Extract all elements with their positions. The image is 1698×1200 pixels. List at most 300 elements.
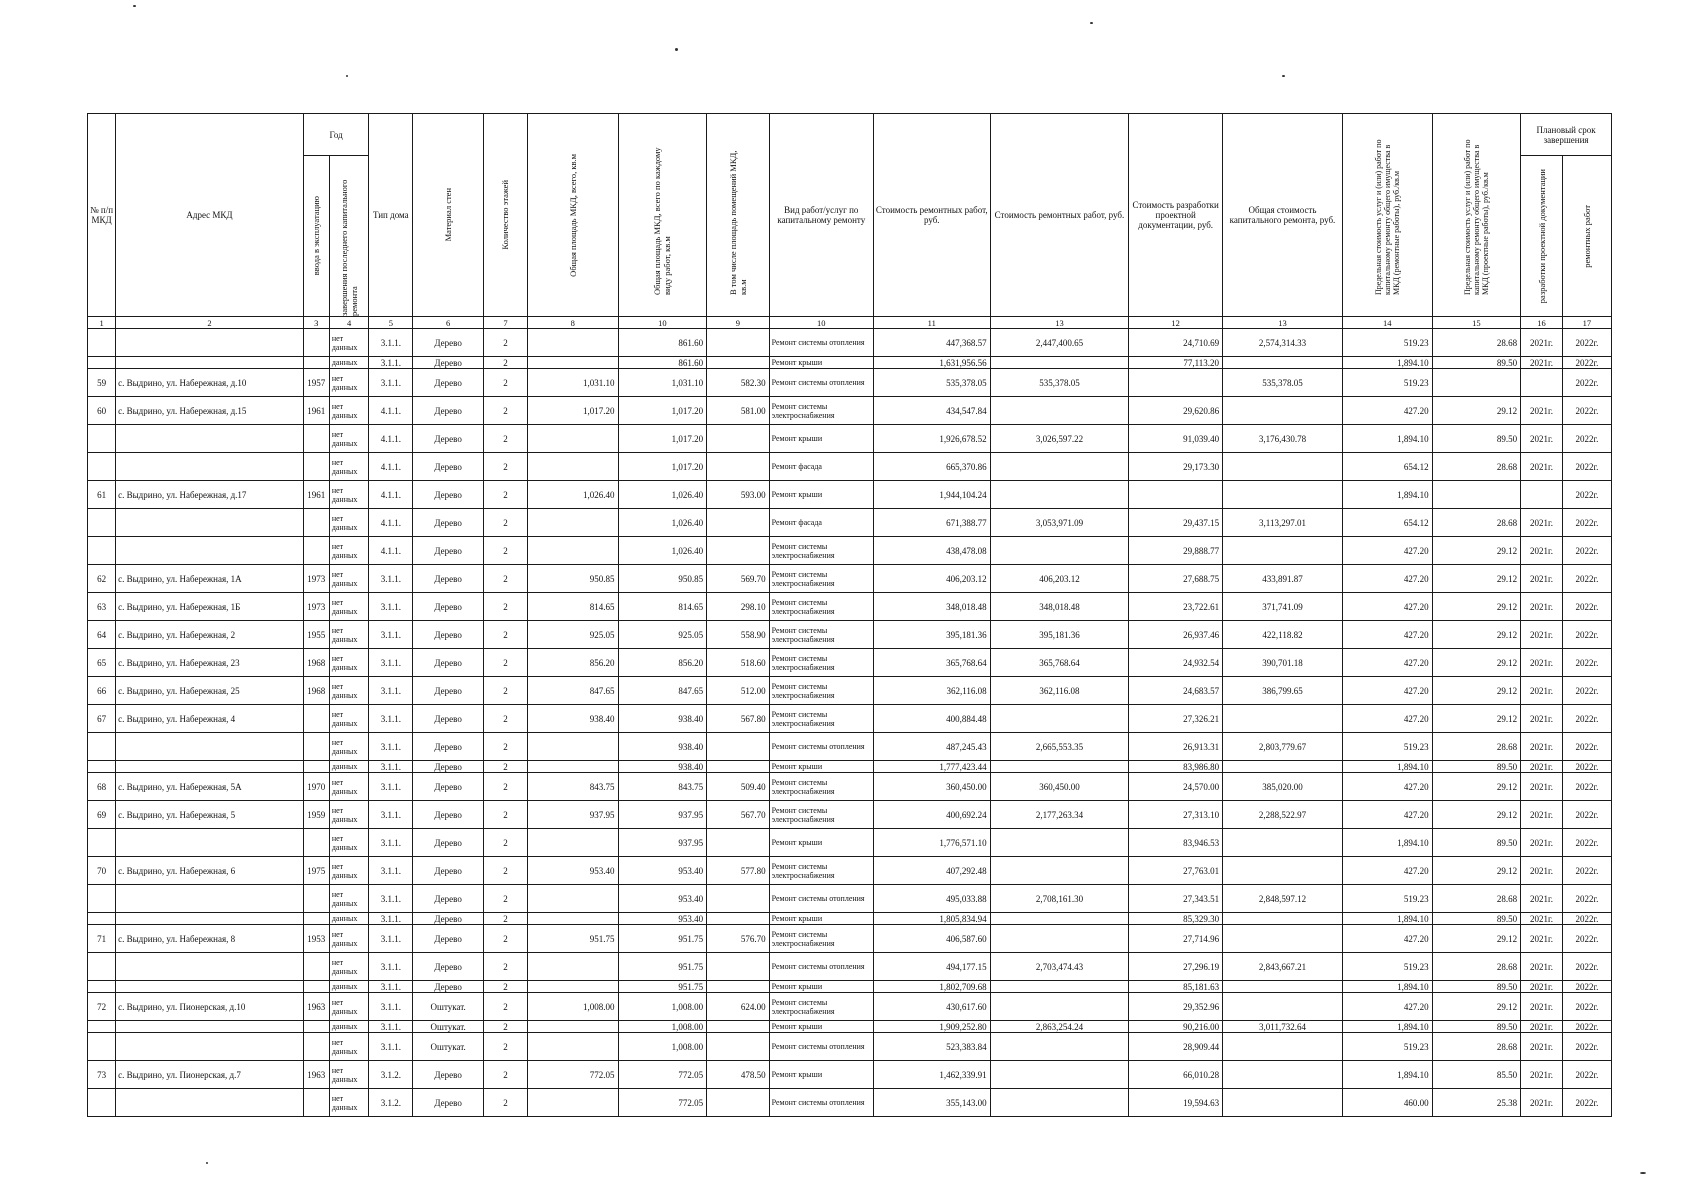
row-year-commission: 1959: [303, 801, 329, 829]
row-year-commission: 1973: [303, 565, 329, 593]
limit-design-label: Предельная стоимость услуг и (или) работ по капитальному ремонту общего имущества в МКД (проектные работы), руб./кв.м: [1462, 139, 1490, 295]
row-total-cost: 535,378.05: [1223, 369, 1343, 397]
row-premises-area: [707, 761, 770, 773]
row-work-cost: 406,587.60: [873, 925, 990, 953]
row-house-type: 4.1.1.: [369, 425, 413, 453]
col-address-header: Адрес МКД: [116, 114, 304, 317]
row-area-per-work: 1,031.10: [618, 369, 707, 397]
row-work-cost-total: [990, 1061, 1129, 1089]
row-work-cost-total: [990, 357, 1129, 369]
row-wall-material: Дерево: [413, 677, 484, 705]
row-work-cost-total: [990, 1033, 1129, 1061]
row-premises-area: [707, 425, 770, 453]
row-plan-design: 2021г.: [1521, 733, 1563, 761]
row-total-area: [527, 453, 618, 481]
row-year-last-repair: нет данных: [329, 369, 369, 397]
row-limit-repair: 519.23: [1342, 369, 1432, 397]
row-house-type: 3.1.1.: [369, 677, 413, 705]
table-row: [88, 1021, 1612, 1033]
row-area-per-work: 1,026.40: [618, 509, 707, 537]
row-address: [116, 733, 304, 761]
row-work-cost: 1,462,339.91: [873, 1061, 990, 1089]
table-row: [88, 1033, 1612, 1061]
row-premises-area: [707, 981, 770, 993]
table-row: [88, 857, 1612, 885]
row-address: с. Выдрино, ул. Набережная, 25: [116, 677, 304, 705]
row-plan-design: [1521, 481, 1563, 509]
row-work-cost: 523,383.84: [873, 1033, 990, 1061]
year-commission-label: ввода в эксплуатацию: [311, 196, 322, 276]
row-address: [116, 981, 304, 993]
row-limit-design: 89.50: [1432, 1021, 1521, 1033]
row-plan-design: 2021г.: [1521, 993, 1563, 1021]
row-plan-design: [1521, 369, 1563, 397]
column-index-cell: 13: [990, 317, 1129, 329]
row-floors: 2: [484, 1061, 528, 1089]
row-floors: 2: [484, 801, 528, 829]
row-address: с. Выдрино, ул. Набережная, д.15: [116, 397, 304, 425]
row-address: с. Выдрино, ул. Набережная, 5: [116, 801, 304, 829]
row-floors: 2: [484, 397, 528, 425]
table-row: [88, 733, 1612, 761]
row-work-cost: 665,370.86: [873, 453, 990, 481]
row-work-type: Ремонт крыши: [769, 481, 873, 509]
row-limit-design: 29.12: [1432, 993, 1521, 1021]
row-design-cost: 27,313.10: [1129, 801, 1223, 829]
row-year-commission: [303, 829, 329, 857]
row-year-last-repair: нет данных: [329, 993, 369, 1021]
col-year-commission-header: [303, 156, 329, 317]
col-house-type-header: Тип дома: [369, 114, 413, 317]
row-work-cost-total: 365,768.64: [990, 649, 1129, 677]
row-total-area: [527, 829, 618, 857]
row-year-last-repair: нет данных: [329, 953, 369, 981]
row-floors: 2: [484, 357, 528, 369]
table-row: [88, 481, 1612, 509]
row-limit-repair: 519.23: [1342, 885, 1432, 913]
row-address: [116, 537, 304, 565]
row-year-commission: 1961: [303, 481, 329, 509]
row-floors: 2: [484, 565, 528, 593]
row-year-commission: [303, 1033, 329, 1061]
row-total-cost: 371,741.09: [1223, 593, 1343, 621]
col-wall-material-header: [413, 114, 484, 317]
row-floors: 2: [484, 649, 528, 677]
row-house-type: 3.1.1.: [369, 885, 413, 913]
scan-speck: [1282, 75, 1285, 77]
row-number: 62: [88, 565, 116, 593]
row-work-cost: 487,245.43: [873, 733, 990, 761]
row-year-last-repair: нет данных: [329, 1089, 369, 1117]
row-wall-material: Дерево: [413, 773, 484, 801]
row-limit-repair: 519.23: [1342, 953, 1432, 981]
row-total-area: [527, 425, 618, 453]
row-house-type: 3.1.1.: [369, 993, 413, 1021]
row-design-cost: 83,946.53: [1129, 829, 1223, 857]
row-floors: 2: [484, 1021, 528, 1033]
row-total-cost: 390,701.18: [1223, 649, 1343, 677]
row-number: [88, 1021, 116, 1033]
row-house-type: 3.1.1.: [369, 1033, 413, 1061]
plan-repair-label: ремонтных работ: [1581, 204, 1592, 268]
column-index-cell: 1: [88, 317, 116, 329]
row-year-commission: 1973: [303, 593, 329, 621]
row-total-area: 953.40: [527, 857, 618, 885]
row-year-commission: 1968: [303, 677, 329, 705]
row-address: [116, 913, 304, 925]
scan-speck: [675, 48, 678, 51]
row-address: [116, 453, 304, 481]
row-limit-repair: 427.20: [1342, 801, 1432, 829]
scan-speck: [133, 5, 136, 7]
row-work-cost-total: [990, 857, 1129, 885]
row-address: с. Выдрино, ул. Пионерская, д.7: [116, 1061, 304, 1089]
row-wall-material: Дерево: [413, 1089, 484, 1117]
row-premises-area: 569.70: [707, 565, 770, 593]
row-premises-area: [707, 885, 770, 913]
row-work-cost: 400,884.48: [873, 705, 990, 733]
row-total-area: [527, 885, 618, 913]
row-work-type: Ремонт системы электроснабжения: [769, 705, 873, 733]
row-work-cost-total: 2,863,254.24: [990, 1021, 1129, 1033]
row-year-last-repair: данных: [329, 1021, 369, 1033]
row-plan-repair: 2022г.: [1562, 369, 1611, 397]
row-year-last-repair: нет данных: [329, 649, 369, 677]
row-design-cost: 27,763.01: [1129, 857, 1223, 885]
row-plan-design: 2021г.: [1521, 925, 1563, 953]
row-work-type: Ремонт фасада: [769, 453, 873, 481]
row-premises-area: [707, 953, 770, 981]
row-wall-material: Оштукат.: [413, 1021, 484, 1033]
row-area-per-work: 1,008.00: [618, 993, 707, 1021]
row-year-commission: [303, 733, 329, 761]
row-total-cost: 386,799.65: [1223, 677, 1343, 705]
row-work-type: Ремонт системы электроснабжения: [769, 565, 873, 593]
row-design-cost: 85,329.30: [1129, 913, 1223, 925]
row-design-cost: 27,326.21: [1129, 705, 1223, 733]
row-work-cost: 360,450.00: [873, 773, 990, 801]
row-number: [88, 509, 116, 537]
col-plan-repair-header: [1562, 156, 1611, 317]
row-limit-repair: 1,894.10: [1342, 981, 1432, 993]
row-limit-design: 89.50: [1432, 425, 1521, 453]
row-plan-repair: 2022г.: [1562, 593, 1611, 621]
row-limit-repair: 460.00: [1342, 1089, 1432, 1117]
row-number: 68: [88, 773, 116, 801]
row-work-type: Ремонт крыши: [769, 357, 873, 369]
row-total-area: [527, 761, 618, 773]
row-limit-design: 29.12: [1432, 621, 1521, 649]
row-year-commission: [303, 953, 329, 981]
table-row: [88, 593, 1612, 621]
row-total-cost: 2,843,667.21: [1223, 953, 1343, 981]
column-index-cell: 13: [1223, 317, 1343, 329]
row-design-cost: 90,216.00: [1129, 1021, 1223, 1033]
row-plan-repair: 2022г.: [1562, 829, 1611, 857]
row-total-cost: 3,113,297.01: [1223, 509, 1343, 537]
row-total-cost: 2,288,522.97: [1223, 801, 1343, 829]
row-design-cost: 27,343.51: [1129, 885, 1223, 913]
row-premises-area: [707, 913, 770, 925]
row-plan-repair: 2022г.: [1562, 1061, 1611, 1089]
row-plan-design: 2021г.: [1521, 773, 1563, 801]
row-year-commission: 1961: [303, 397, 329, 425]
row-work-cost: 1,944,104.24: [873, 481, 990, 509]
row-address: [116, 953, 304, 981]
row-floors: 2: [484, 981, 528, 993]
row-area-per-work: 1,026.40: [618, 537, 707, 565]
row-total-cost: 3,011,732.64: [1223, 1021, 1343, 1033]
table-header: [88, 114, 1612, 329]
row-limit-design: 29.12: [1432, 397, 1521, 425]
row-total-area: 1,008.00: [527, 993, 618, 1021]
row-wall-material: Дерево: [413, 1061, 484, 1089]
row-floors: 2: [484, 733, 528, 761]
row-area-per-work: 1,008.00: [618, 1021, 707, 1033]
row-limit-repair: 427.20: [1342, 593, 1432, 621]
row-work-cost: 348,018.48: [873, 593, 990, 621]
row-limit-repair: 1,894.10: [1342, 425, 1432, 453]
row-area-per-work: 937.95: [618, 829, 707, 857]
row-address: с. Выдрино, ул. Набережная, 1Б: [116, 593, 304, 621]
row-wall-material: Дерево: [413, 649, 484, 677]
row-work-type: Ремонт системы отопления: [769, 1033, 873, 1061]
row-total-area: 937.95: [527, 801, 618, 829]
row-plan-design: 2021г.: [1521, 1089, 1563, 1117]
table-row: [88, 369, 1612, 397]
row-year-last-repair: нет данных: [329, 593, 369, 621]
row-work-cost-total: 362,116.08: [990, 677, 1129, 705]
row-limit-design: 29.12: [1432, 593, 1521, 621]
row-wall-material: Дерево: [413, 953, 484, 981]
row-limit-design: [1432, 369, 1521, 397]
row-year-last-repair: нет данных: [329, 537, 369, 565]
row-work-cost-total: 395,181.36: [990, 621, 1129, 649]
row-work-type: Ремонт фасада: [769, 509, 873, 537]
row-year-commission: 1957: [303, 369, 329, 397]
column-index-cell: 11: [873, 317, 990, 329]
row-wall-material: Дерево: [413, 369, 484, 397]
row-house-type: 3.1.1.: [369, 733, 413, 761]
row-floors: 2: [484, 761, 528, 773]
row-number: [88, 953, 116, 981]
col-total-cost-header: Общая стоимость капитального ремонта, руб.: [1223, 114, 1343, 317]
table-row: [88, 801, 1612, 829]
row-wall-material: Дерево: [413, 733, 484, 761]
column-index-cell: 10: [618, 317, 707, 329]
table-row: [88, 677, 1612, 705]
row-total-cost: 422,118.82: [1223, 621, 1343, 649]
row-number: [88, 885, 116, 913]
row-limit-repair: 427.20: [1342, 677, 1432, 705]
row-work-cost: 671,388.77: [873, 509, 990, 537]
row-total-area: [527, 1033, 618, 1061]
table-row: [88, 1089, 1612, 1117]
table-row: [88, 773, 1612, 801]
row-limit-repair: 427.20: [1342, 621, 1432, 649]
row-floors: 2: [484, 953, 528, 981]
row-wall-material: Дерево: [413, 829, 484, 857]
row-area-per-work: 814.65: [618, 593, 707, 621]
floors-label: Количество этажей: [500, 180, 511, 250]
col-year-group-header: Год: [303, 114, 369, 156]
row-work-cost: 355,143.00: [873, 1089, 990, 1117]
row-limit-design: 89.50: [1432, 829, 1521, 857]
row-house-type: 3.1.1.: [369, 329, 413, 357]
row-premises-area: 582.30: [707, 369, 770, 397]
row-limit-design: 29.12: [1432, 705, 1521, 733]
row-limit-repair: 427.20: [1342, 537, 1432, 565]
row-number: 59: [88, 369, 116, 397]
row-premises-area: [707, 357, 770, 369]
row-limit-repair: 427.20: [1342, 649, 1432, 677]
row-plan-design: 2021г.: [1521, 1033, 1563, 1061]
col-total-area-header: [527, 114, 618, 317]
row-address: [116, 1033, 304, 1061]
row-work-cost: 1,776,571.10: [873, 829, 990, 857]
column-index-cell: 2: [116, 317, 304, 329]
row-address: с. Выдрино, ул. Набережная, 23: [116, 649, 304, 677]
row-year-commission: 1970: [303, 773, 329, 801]
row-year-commission: [303, 885, 329, 913]
row-limit-design: 85.50: [1432, 1061, 1521, 1089]
row-floors: 2: [484, 621, 528, 649]
row-year-last-repair: нет данных: [329, 885, 369, 913]
row-house-type: 3.1.1.: [369, 593, 413, 621]
column-index-cell: 8: [527, 317, 618, 329]
row-limit-repair: 1,894.10: [1342, 761, 1432, 773]
row-house-type: 3.1.1.: [369, 857, 413, 885]
row-plan-repair: 2022г.: [1562, 733, 1611, 761]
row-area-per-work: 772.05: [618, 1061, 707, 1089]
row-work-cost-total: 535,378.05: [990, 369, 1129, 397]
row-work-cost: 430,617.60: [873, 993, 990, 1021]
column-index-cell: 14: [1342, 317, 1432, 329]
row-work-cost-total: [990, 1089, 1129, 1117]
row-total-area: 1,017.20: [527, 397, 618, 425]
row-limit-design: 25.38: [1432, 1089, 1521, 1117]
row-number: [88, 1033, 116, 1061]
row-work-type: Ремонт системы электроснабжения: [769, 993, 873, 1021]
scan-speck: [1090, 22, 1093, 24]
row-total-area: [527, 981, 618, 993]
row-work-cost: 1,631,956.56: [873, 357, 990, 369]
row-area-per-work: 1,008.00: [618, 1033, 707, 1061]
row-work-cost-total: 3,053,971.09: [990, 509, 1129, 537]
table-body: [88, 329, 1612, 1117]
row-plan-design: 2021г.: [1521, 621, 1563, 649]
col-plan-design-header: [1521, 156, 1563, 317]
row-area-per-work: 772.05: [618, 1089, 707, 1117]
row-wall-material: Дерево: [413, 453, 484, 481]
row-design-cost: 28,909.44: [1129, 1033, 1223, 1061]
row-wall-material: Дерево: [413, 593, 484, 621]
table-row: [88, 357, 1612, 369]
row-year-commission: [303, 1021, 329, 1033]
column-index-cell: 15: [1432, 317, 1521, 329]
row-wall-material: Дерево: [413, 537, 484, 565]
row-work-type: Ремонт системы электроснабжения: [769, 537, 873, 565]
row-year-last-repair: нет данных: [329, 1033, 369, 1061]
row-total-area: [527, 357, 618, 369]
row-number: [88, 425, 116, 453]
row-work-cost: 1,805,834.94: [873, 913, 990, 925]
row-year-commission: 1955: [303, 621, 329, 649]
row-year-commission: [303, 705, 329, 733]
row-work-type: Ремонт системы отопления: [769, 885, 873, 913]
row-address: [116, 425, 304, 453]
row-work-cost: 1,926,678.52: [873, 425, 990, 453]
row-plan-design: 2021г.: [1521, 801, 1563, 829]
row-premises-area: [707, 733, 770, 761]
row-year-commission: [303, 329, 329, 357]
row-address: [116, 761, 304, 773]
table-row: [88, 913, 1612, 925]
row-limit-design: 29.12: [1432, 677, 1521, 705]
row-limit-design: 28.68: [1432, 885, 1521, 913]
row-premises-area: [707, 1033, 770, 1061]
row-total-cost: [1223, 981, 1343, 993]
row-address: [116, 329, 304, 357]
row-limit-design: 29.12: [1432, 801, 1521, 829]
row-design-cost: 91,039.40: [1129, 425, 1223, 453]
row-plan-repair: 2022г.: [1562, 425, 1611, 453]
row-limit-design: 89.50: [1432, 981, 1521, 993]
row-plan-repair: 2022г.: [1562, 773, 1611, 801]
row-plan-design: 2021г.: [1521, 1021, 1563, 1033]
table-row: [88, 329, 1612, 357]
row-number: [88, 981, 116, 993]
row-area-per-work: 938.40: [618, 733, 707, 761]
row-floors: 2: [484, 925, 528, 953]
row-premises-area: 512.00: [707, 677, 770, 705]
row-premises-area: 558.90: [707, 621, 770, 649]
row-design-cost: 24,570.00: [1129, 773, 1223, 801]
row-year-last-repair: нет данных: [329, 1061, 369, 1089]
row-floors: 2: [484, 1089, 528, 1117]
column-index-cell: 10: [769, 317, 873, 329]
row-total-area: 925.05: [527, 621, 618, 649]
row-number: 64: [88, 621, 116, 649]
row-area-per-work: 953.40: [618, 913, 707, 925]
row-floors: 2: [484, 481, 528, 509]
row-total-area: 843.75: [527, 773, 618, 801]
row-year-last-repair: нет данных: [329, 397, 369, 425]
table-row: [88, 537, 1612, 565]
row-wall-material: Дерево: [413, 357, 484, 369]
row-premises-area: 624.00: [707, 993, 770, 1021]
row-total-area: 950.85: [527, 565, 618, 593]
row-limit-repair: 1,894.10: [1342, 913, 1432, 925]
row-work-type: Ремонт системы электроснабжения: [769, 925, 873, 953]
row-house-type: 3.1.1.: [369, 621, 413, 649]
row-plan-repair: 2022г.: [1562, 925, 1611, 953]
col-limit-repair-header: [1342, 114, 1432, 317]
row-premises-area: [707, 509, 770, 537]
row-limit-design: 89.50: [1432, 913, 1521, 925]
row-plan-repair: 2022г.: [1562, 761, 1611, 773]
row-year-commission: [303, 425, 329, 453]
row-address: [116, 1089, 304, 1117]
row-floors: 2: [484, 1033, 528, 1061]
area-per-work-label: Общая площадь МКД, всего по каждому виду работ, кв.м: [652, 147, 673, 295]
row-design-cost: [1129, 481, 1223, 509]
row-work-cost-total: [990, 453, 1129, 481]
row-area-per-work: 861.60: [618, 329, 707, 357]
row-house-type: 3.1.1.: [369, 913, 413, 925]
row-year-last-repair: нет данных: [329, 705, 369, 733]
row-house-type: 3.1.1.: [369, 705, 413, 733]
